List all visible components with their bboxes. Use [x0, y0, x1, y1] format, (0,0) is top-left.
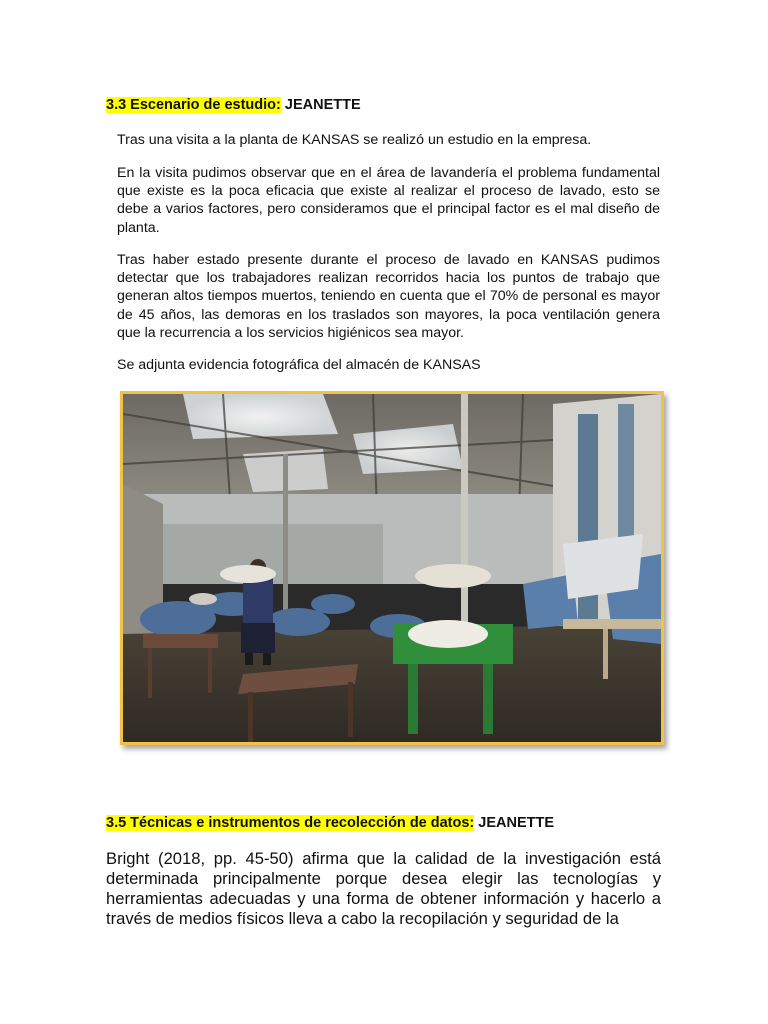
heading-highlight: 3.5 Técnicas e instrumentos de recolección de datos:	[106, 815, 475, 831]
paragraph-photo-note: Se adjunta evidencia fotográfica del almacén de KANSAS	[117, 357, 481, 373]
paragraph-observation: En la visita pudimos observar que en el área de lavandería el problema fundamental que existe es la poca eficacia que existe al realizar el proceso de lavado, esto se debe a varios factores, pero consideramos que el principal factor es el mal diseño de planta.	[117, 165, 660, 236]
section-heading-3-3	[106, 96, 361, 114]
plant-photo-illustration	[123, 394, 661, 742]
paragraph-visit: Tras una visita a la planta de KANSAS se realizó un estudio en la empresa.	[117, 132, 592, 148]
section-heading-3-5	[106, 814, 554, 832]
paragraph-findings: Tras haber estado presente durante el proceso de lavado en KANSAS pudimos detectar que los trabajadores realizan recorridos hacia los puntos de trabajo que generan altos tiempos muertos, teniendo en cuenta que el 70% de personal es mayor de 45 años, las demoras en los traslados son mayores, la poca ventilación genera que la recurrencia a los servicios higiénicos sea mayor.	[117, 252, 660, 341]
plant-photo	[120, 391, 664, 745]
heading-author: JEANETTE	[284, 97, 361, 113]
paragraph-bright-citation: Bright (2018, pp. 45-50) afirma que la calidad de la investigación está determinada principalmente porque desea elegir las tecnologías y herramientas adecuadas y una forma de obtener información y hacerlo a través de medios físicos lleva a cabo la recopilación y seguridad de la	[106, 849, 661, 928]
heading-highlight: 3.3 Escenario de estudio:	[106, 97, 281, 113]
heading-author: JEANETTE	[478, 815, 555, 831]
